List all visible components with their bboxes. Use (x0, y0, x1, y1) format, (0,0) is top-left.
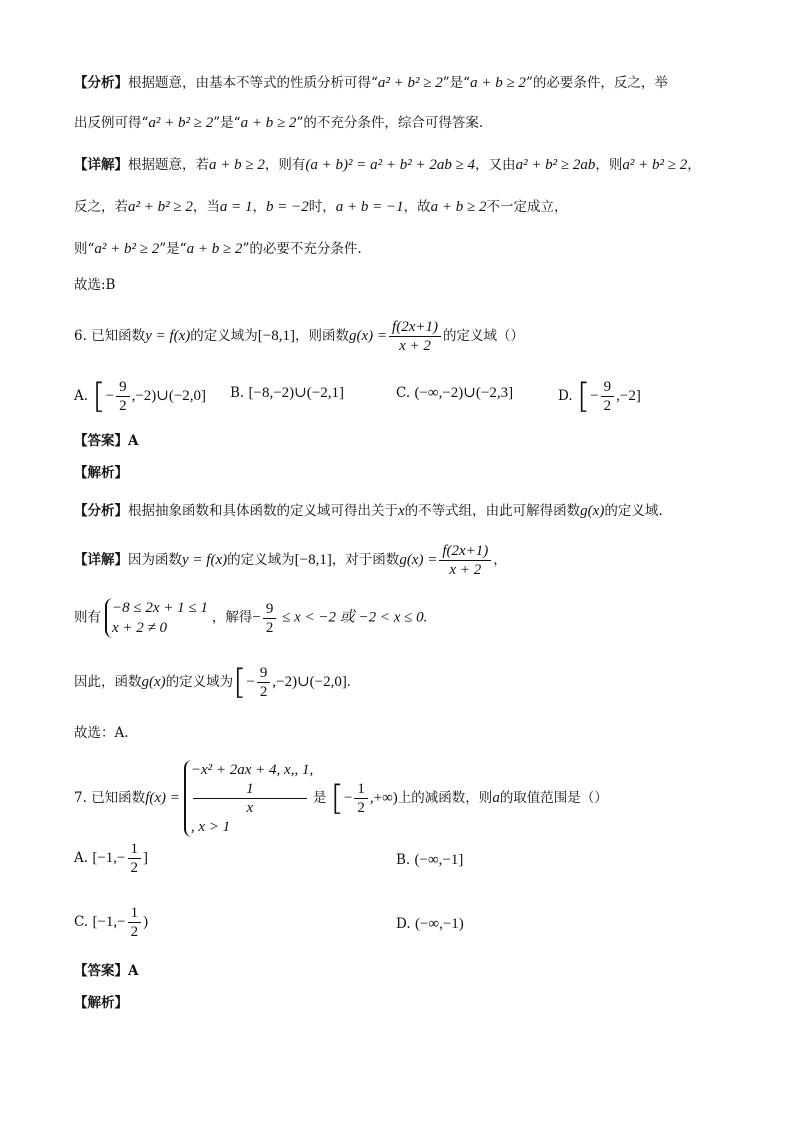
q7-answer: 【答案】A (74, 963, 139, 979)
q7-option-a[interactable]: A. [−1,− $\frac{1}{2}$ ] (74, 841, 149, 876)
q6-conclusion: 因此，函数g(x)的定义域为[− $\frac{9}{2}$ ,−2)∪(−2,0]. (74, 662, 351, 703)
p5-analysis-line2: 出反例可得“a² + b² ≥ 2”是“a + b ≥ 2”的不充分条件，综合可得答案. (74, 115, 484, 131)
q6-option-d[interactable]: D. [− $\frac{9}{2}$ ,−2] (558, 376, 641, 417)
q6-choose: 故选：A. (74, 725, 129, 741)
q6-stem: 6. 已知函数y = f(x)的定义域为[−8,1]，则函数g(x) = $\frac{f(2x+1)}{x + 2}$ 的定义域（） (74, 319, 524, 354)
q6-option-b[interactable]: B. [−8,−2)∪(−2,1] (230, 385, 344, 401)
q6-number: 6. (74, 328, 87, 344)
p5-detail-line1: 【详解】根据题意，若a + b ≥ 2，则有(a + b)² = a² + b² + 2ab ≥ 4，又由a² + b² ≥ 2ab，则a² + b² ≥ 2， (74, 157, 701, 173)
detail-tag: 【详解】 (74, 157, 128, 173)
q6-option-c[interactable]: C. (−∞,−2)∪(−2,3] (396, 385, 514, 401)
p5-choose: 故选:B (74, 277, 116, 293)
q7-stem: 7. 已知函数f(x) = −x² + 2ax + 4, x,, 1, 1 x , x > 1 是 [− $\frac{1}{2}$ ,+∞)上的减函数，则a的取值范围是（） (74, 762, 608, 835)
piecewise-function: −x² + 2ax + 4, x,, 1, 1 x , x > 1 (184, 760, 309, 837)
q7-jiexi: 【解析】 (74, 995, 128, 1011)
p5-detail-line2: 反之，若a² + b² ≥ 2，当a = 1，b = −2时，a + b = −1，故a + b ≥ 2不一定成立， (74, 199, 568, 215)
q6-system: 则有 −8 ≤ 2x + 1 ≤ 1 x + 2 ≠ 0 ，解得− $\frac{9}{2}$ ≤ x < −2 或 −2 < x ≤ 0. (74, 600, 428, 636)
q7-option-b[interactable]: B. (−∞,−1] (396, 852, 464, 868)
q6-analysis: 【分析】根据抽象函数和具体函数的定义域可得出关于x的不等式组，由此可解得函数g(x)的定义域. (74, 503, 663, 519)
p5-analysis-line1: 【分析】根据题意，由基本不等式的性质分析可得“a² + b² ≥ 2”是“a + b ≥ 2”的必要条件，反之，举 (74, 75, 668, 91)
analysis-tag: 【分析】 (74, 75, 128, 91)
q6-option-a[interactable]: A. [− $\frac{9}{2}$ ,−2)∪(−2,0] (74, 376, 207, 417)
q7-option-c[interactable]: C. [−1,− $\frac{1}{2}$ ) (74, 905, 149, 940)
q6-fraction: $\frac{f(2x+1)}{x + 2}$ (389, 318, 441, 355)
q6-detail: 【详解】因为函数y = f(x)的定义域为[−8,1]，对于函数g(x) = $\frac{f(2x+1)}{x + 2}$ ， (74, 543, 507, 578)
q6-jiexi: 【解析】 (74, 465, 128, 481)
q7-option-d[interactable]: D. (−∞,−1) (396, 916, 464, 932)
q6-answer: 【答案】A (74, 433, 139, 449)
inequality-system: −8 ≤ 2x + 1 ≤ 1 x + 2 ≠ 0 (105, 598, 208, 638)
p5-detail-line3: 则“a² + b² ≥ 2”是“a + b ≥ 2”的必要不充分条件. (74, 241, 362, 257)
q7-number: 7. (74, 790, 87, 806)
